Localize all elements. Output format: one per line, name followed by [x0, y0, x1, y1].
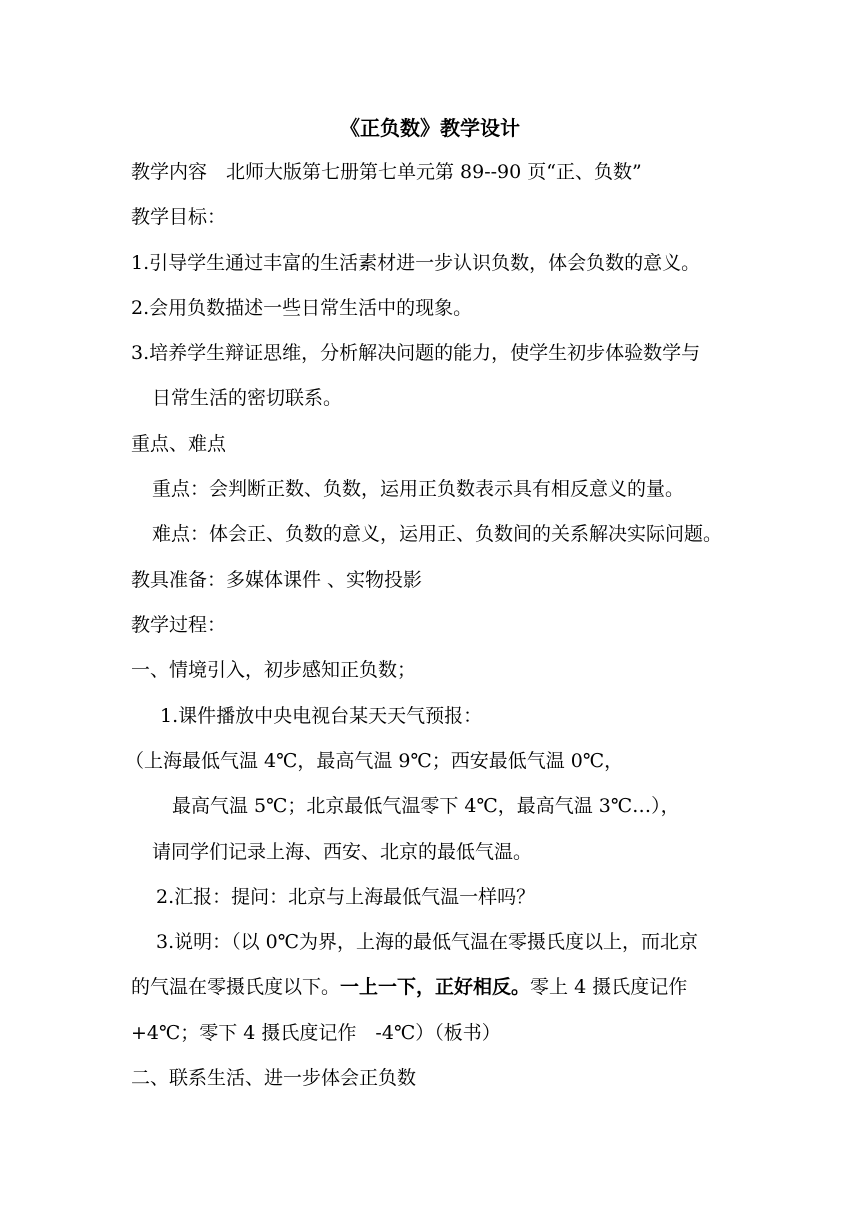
objective-2: 2.会用负数描述一些日常生活中的现象。 — [131, 297, 473, 319]
step-3-line-3: +4℃；零下 4 摄氏度记作 -4℃）（板书） — [131, 1022, 501, 1044]
step-3-emphasis: 一上一下，正好相反。 — [340, 976, 531, 998]
step-3-line-2 — [131, 973, 736, 1001]
weather-line-3: 请同学们记录上海、西安、北京的最低气温。 — [152, 841, 533, 863]
section-1-heading: 一、情境引入，初步感知正负数； — [131, 659, 417, 681]
weather-line-1: （上海最低气温 4℃，最高气温 9℃；西安最低气温 0℃， — [125, 750, 624, 772]
step-1: 1.课件播放中央电视台某天天气预报： — [160, 705, 483, 727]
step-3-text-a: 的气温在零摄氏度以下。 — [131, 976, 341, 998]
step-2: 2.汇报：提问：北京与上海最低气温一样吗？ — [156, 886, 536, 908]
weather-line-2: 最高气温 5℃；北京最低气温零下 4℃，最高气温 3℃…）， — [172, 795, 680, 817]
document-title: 《正负数》教学设计 — [340, 116, 520, 140]
teaching-tools: 教具准备：多媒体课件 、实物投影 — [131, 569, 423, 591]
step-3-text-b: 零上 4 摄氏度记作 — [530, 976, 688, 998]
step-3-line-1: 3.说明：（以 0℃为界，上海的最低气温在零摄氏度以上，而北京 — [156, 931, 699, 953]
objective-3-line-1: 3.培养学生辩证思维，分析解决问题的能力，使学生初步体验数学与 — [131, 342, 701, 364]
section-2-heading: 二、联系生活、进一步体会正负数 — [131, 1067, 417, 1089]
process-heading: 教学过程： — [131, 614, 227, 636]
key-point: 重点：会判断正数、负数，运用正负数表示具有相反意义的量。 — [152, 478, 685, 500]
objective-1: 1.引导学生通过丰富的生活素材进一步认识负数，体会负数的意义。 — [131, 252, 701, 274]
key-points-heading: 重点、难点 — [131, 433, 227, 455]
objectives-heading: 教学目标： — [131, 206, 227, 228]
difficult-point: 难点：体会正、负数的意义，运用正、负数间的关系解决实际问题。 — [152, 523, 723, 545]
objective-3-line-2: 日常生活的密切联系。 — [152, 387, 343, 409]
teaching-content: 教学内容 北师大版第七册第七单元第 89--90 页“正、负数” — [131, 161, 642, 183]
